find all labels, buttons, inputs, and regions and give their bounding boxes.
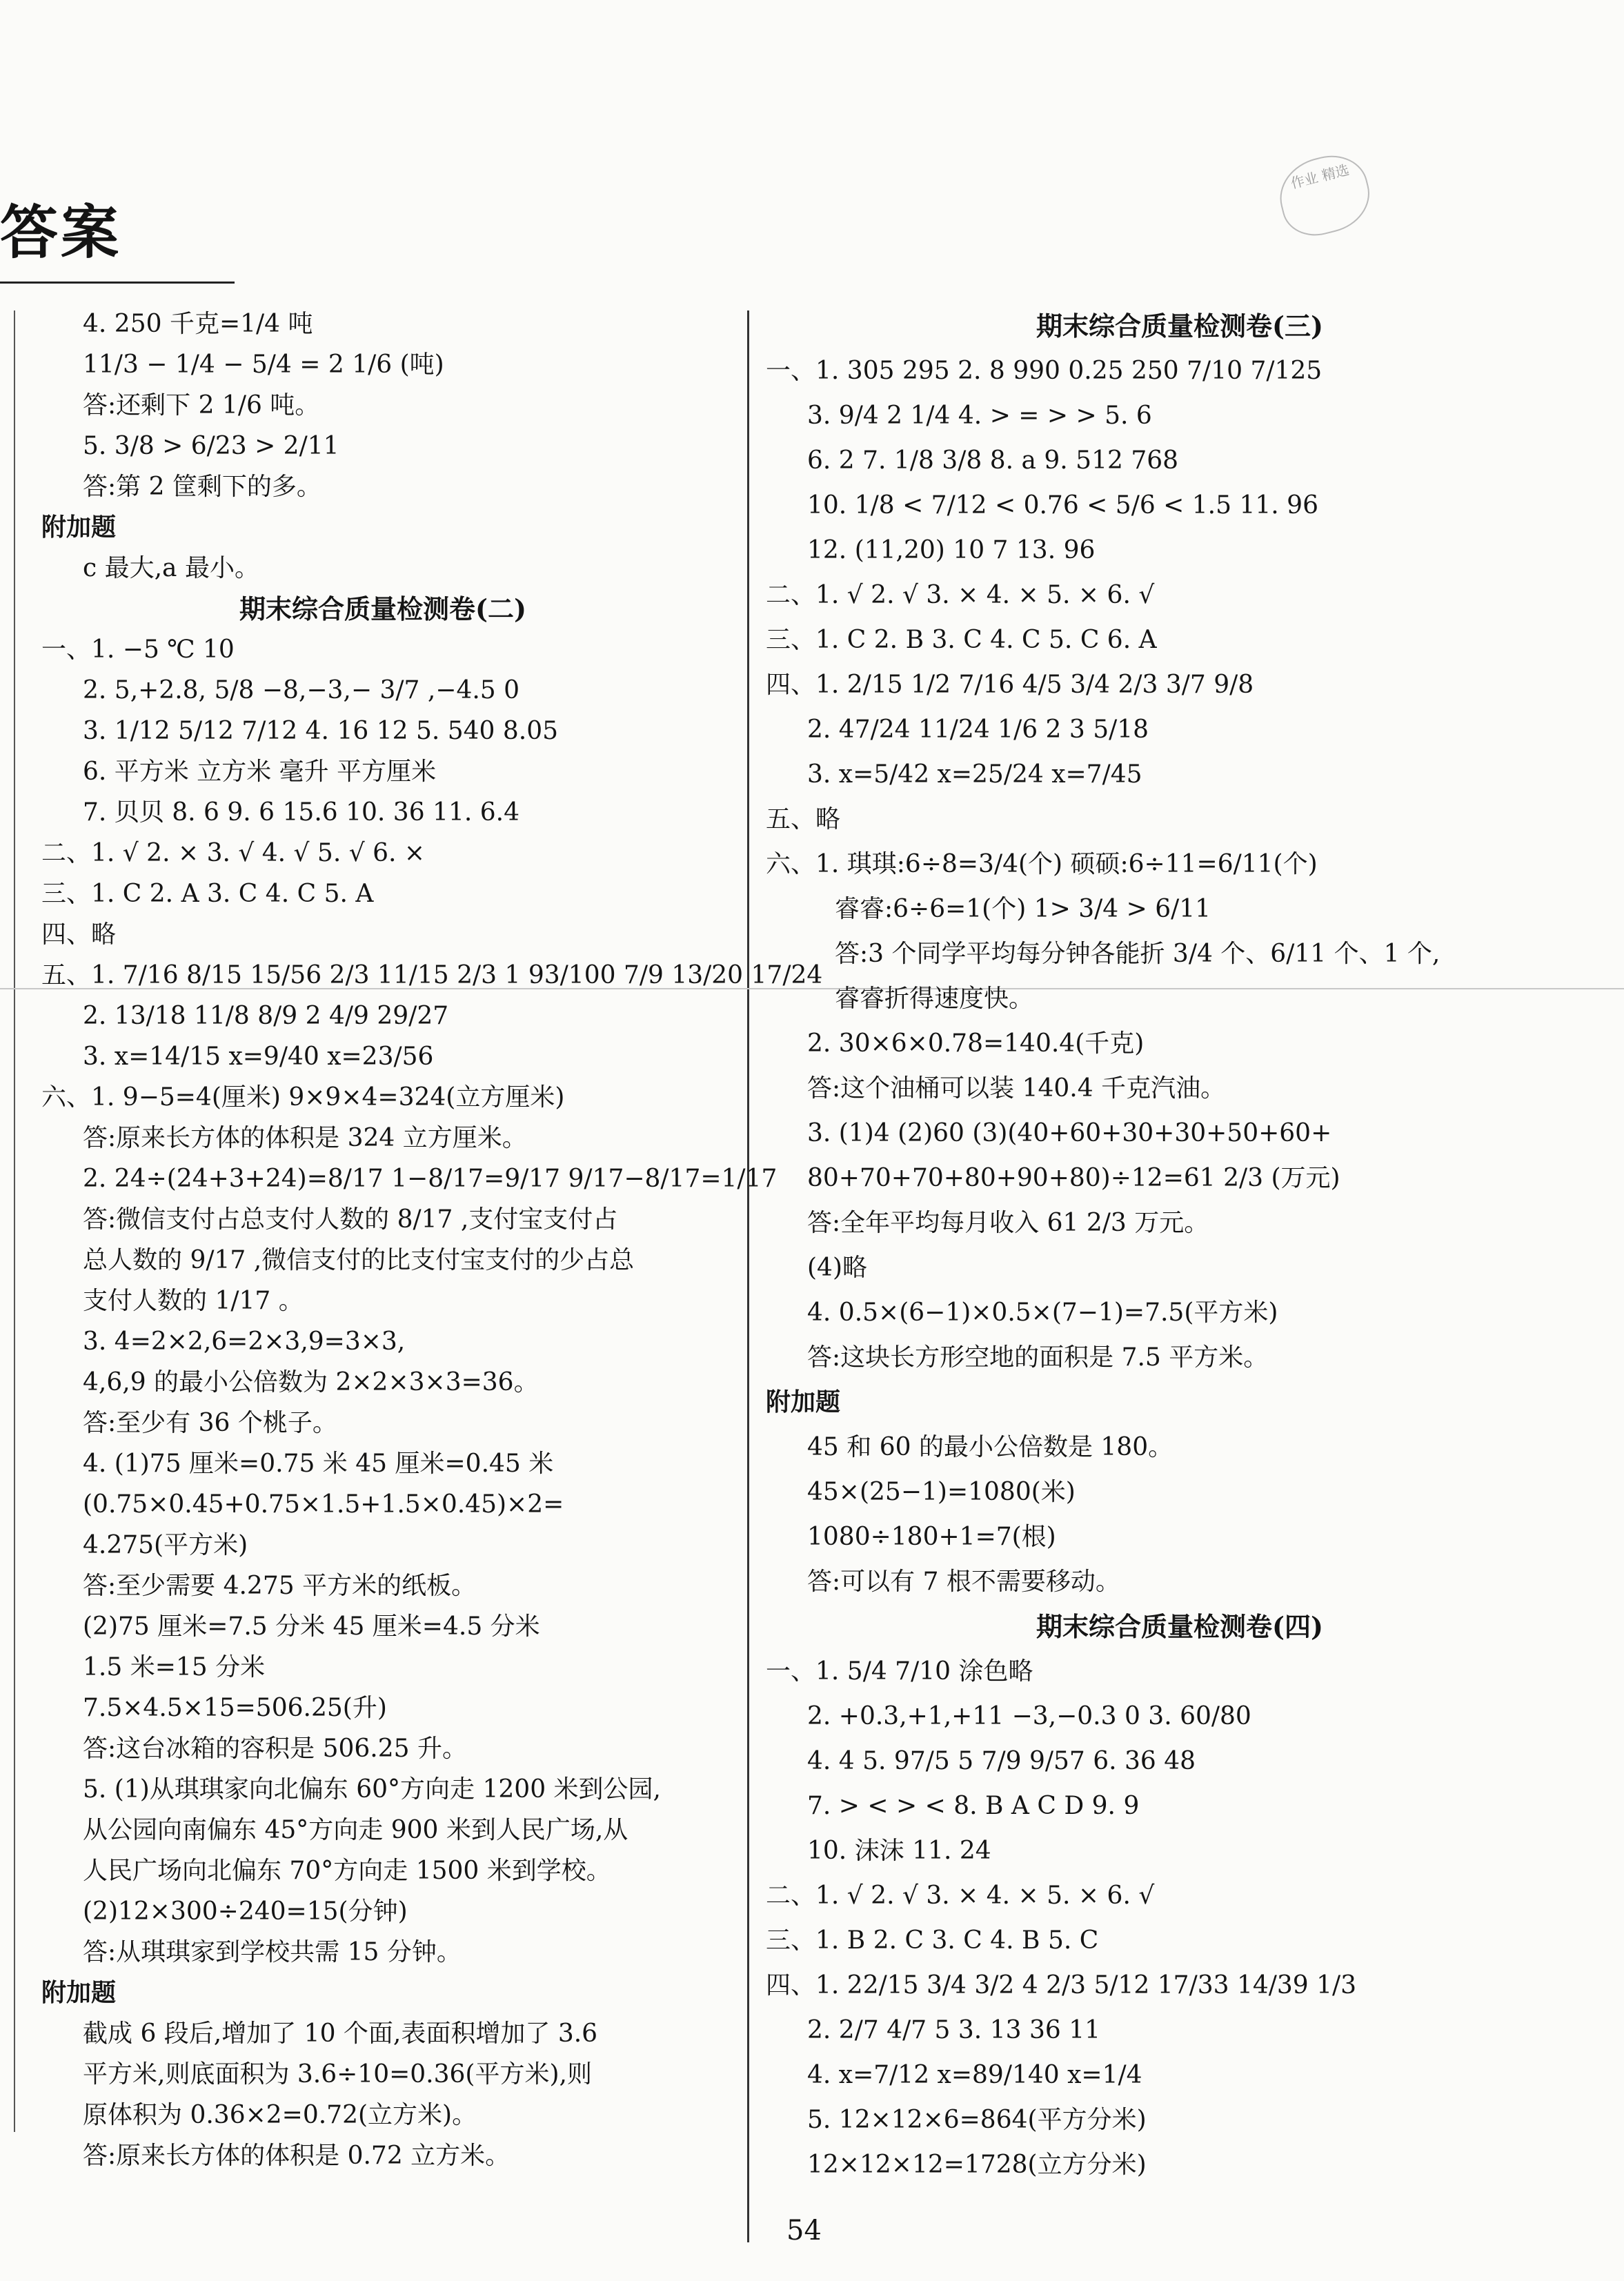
answer-line: 一、1. 305 295 2. 8 990 0.25 250 7/10 7/125 [766,357,1323,385]
answer-line: 五、略 [766,805,841,833]
answer-line: 5. (1)从琪琪家向北偏东 60°方向走 1200 米到公园, [83,1775,661,1804]
answer-line: 4. 0.5×(6−1)×0.5×(7−1)=7.5(平方米) [807,1299,1278,1327]
section-heading: 期末综合质量检测卷(三) [1036,310,1323,342]
answer-line: 一、1. 5/4 7/10 涂色略 [766,1657,1033,1686]
answer-line: 6. 平方米 立方米 毫升 平方厘米 [83,758,437,786]
answer-line: 六、1. 9−5=4(厘米) 9×9×4=324(立方厘米) [41,1083,565,1112]
page-title: 答案 [0,198,122,266]
answer-line: 3. 1/12 5/12 7/12 4. 16 12 5. 540 8.05 [83,717,559,745]
answer-line: c 最大,a 最小。 [83,554,259,582]
answer-line: 12×12×12=1728(立方分米) [807,2151,1147,2179]
answer-line: 2. 13/18 11/8 8/9 2 4/9 29/27 [83,1002,449,1030]
answer-line: 支付人数的 1/17 。 [83,1287,304,1315]
answer-line: 答:3 个同学平均每分钟各能折 3/4 个、6/11 个、1 个, [835,940,1440,968]
answer-line: 2. 47/24 11/24 1/6 2 3 5/18 [807,715,1149,744]
answer-line: 7. 贝贝 8. 6 9. 6 15.6 10. 36 11. 6.4 [83,798,520,827]
answer-line: 四、略 [41,920,117,949]
answer-line: 1.5 米=15 分米 [83,1653,266,1681]
right-column [766,304,1594,2187]
answer-line: 3. 4=2×2,6=2×3,9=3×3, [83,1327,406,1356]
answer-line: (0.75×0.45+0.75×1.5+1.5×0.45)×2= [83,1490,564,1519]
subsection-heading: 附加题 [41,1978,117,2007]
answer-line: 2. 30×6×0.78=140.4(千克) [807,1029,1145,1058]
answer-line: (4)略 [807,1254,867,1282]
answer-line: 原体积为 0.36×2=0.72(立方米)。 [83,2101,477,2129]
answer-line: 4. x=7/12 x=89/140 x=1/4 [807,2061,1142,2089]
subsection-heading: 附加题 [41,513,117,542]
answer-line: 三、1. C 2. A 3. C 4. C 5. A [41,880,374,908]
answer-line: 6. 2 7. 1/8 3/8 8. a 9. 512 768 [807,446,1179,475]
answer-line: 答:微信支付占总支付人数的 8/17 ,支付宝支付占 [83,1205,618,1234]
answer-line: 答:这个油桶可以装 140.4 千克汽油。 [807,1074,1226,1103]
answer-line: 平方米,则底面积为 3.6÷10=0.36(平方米),则 [83,2060,592,2089]
answer-line: 睿睿:6÷6=1(个) 1> 3/4 > 6/11 [835,895,1211,923]
answer-line: 睿睿折得速度快。 [835,985,1034,1013]
answer-line: 11/3 − 1/4 − 5/4 = 2 1/6 (吨) [83,350,444,379]
answer-line: 1080÷180+1=7(根) [807,1523,1056,1551]
answer-line: 7.5×4.5×15=506.25(升) [83,1694,387,1722]
answer-line: 六、1. 琪琪:6÷8=3/4(个) 硕硕:6÷11=6/11(个) [766,850,1318,878]
answer-line: 3. x=14/15 x=9/40 x=23/56 [83,1043,434,1071]
answer-line: 2. 5,+2.8, 5/8 −8,−3,− 3/7 ,−4.5 0 [83,676,520,704]
answer-line: 二、1. √ 2. × 3. √ 4. √ 5. √ 6. × [41,839,426,867]
answer-line: 一、1. −5 ℃ 10 [41,635,235,664]
answer-line: 3. (1)4 (2)60 (3)(40+60+30+30+50+60+ [807,1119,1332,1147]
answer-line: 三、1. C 2. B 3. C 4. C 5. C 6. A [766,626,1157,654]
answer-line: 三、1. B 2. C 3. C 4. B 5. C [766,1926,1099,1955]
section-heading: 期末综合质量检测卷(四) [1036,1611,1323,1642]
answer-line: 答:至少需要 4.275 平方米的纸板。 [83,1572,477,1600]
answer-line: 45 和 60 的最小公倍数是 180。 [807,1433,1174,1461]
section-heading: 期末综合质量检测卷(二) [239,593,526,624]
answer-line: 2. 24÷(24+3+24)=8/17 1−8/17=9/17 9/17−8/17=1/17 [83,1165,778,1193]
answer-line: 80+70+70+80+90+80)÷12=61 2/3 (万元) [807,1164,1340,1192]
answer-line: 答:原来长方体的体积是 0.72 立方米。 [83,2142,511,2170]
answer-line: 总人数的 9/17 ,微信支付的比支付宝支付的少占总 [83,1246,635,1274]
answer-line: 答:还剩下 2 1/6 吨。 [83,391,320,419]
answer-line: 答:可以有 7 根不需要移动。 [807,1568,1120,1596]
answer-line: (2)75 厘米=7.5 分米 45 厘米=4.5 分米 [83,1612,540,1641]
answer-line: 2. +0.3,+1,+11 −3,−0.3 0 3. 60/80 [807,1702,1251,1730]
answer-line: 10. 沫沫 11. 24 [807,1837,991,1865]
answer-line: 答:从琪琪家到学校共需 15 分钟。 [83,1938,462,1966]
answer-line: 4. (1)75 厘米=0.75 米 45 厘米=0.45 米 [83,1450,554,1478]
answer-line: 4. 250 千克=1/4 吨 [83,310,313,338]
answer-line: 12. (11,20) 10 7 13. 96 [807,536,1096,564]
answer-line: 2. 2/7 4/7 5 3. 13 36 11 [807,2016,1101,2044]
answer-line: 7. > < > < 8. B A C D 9. 9 [807,1792,1140,1820]
answer-line: 答:这块长方形空地的面积是 7.5 平方米。 [807,1343,1269,1372]
answer-line: 答:全年平均每月收入 61 2/3 万元。 [807,1209,1209,1237]
answer-line: 4. 4 5. 97/5 5 7/9 9/57 6. 36 48 [807,1747,1196,1775]
answer-line: 45×(25−1)=1080(米) [807,1478,1076,1506]
left-margin-line [14,310,15,2132]
answer-line: 人民广场向北偏东 70°方向走 1500 米到学校。 [83,1857,611,1885]
answer-line: 10. 1/8 < 7/12 < 0.76 < 5/6 < 1.5 11. 96 [807,491,1318,520]
answer-line: 5. 12×12×6=864(平方分米) [807,2106,1147,2134]
answer-line: 答:第 2 筐剩下的多。 [83,473,321,501]
watermark-stamp: 作业 精选 [1272,148,1378,243]
answer-line: 四、1. 22/15 3/4 3/2 4 2/3 5/12 17/33 14/39 1/3 [766,1971,1357,1999]
subsection-heading: 附加题 [766,1388,841,1416]
answer-line: (2)12×300÷240=15(分钟) [83,1897,408,1926]
page-number: 54 [786,2215,822,2247]
answer-line: 五、1. 7/16 8/15 15/56 2/3 11/15 2/3 1 93/100 7/9 13/20 17/24 [41,961,823,989]
column-divider [747,310,749,2242]
answer-line: 答:原来长方体的体积是 324 立方厘米。 [83,1124,527,1152]
answer-line: 5. 3/8 > 6/23 > 2/11 [83,432,339,460]
answer-line: 3. 9/4 2 1/4 4. > = > > 5. 6 [807,402,1152,430]
answer-line: 二、1. √ 2. √ 3. × 4. × 5. × 6. √ [766,581,1155,609]
answer-line: 3. x=5/42 x=25/24 x=7/45 [807,760,1142,789]
header-divider [0,282,235,284]
answer-line: 二、1. √ 2. √ 3. × 4. × 5. × 6. √ [766,1882,1155,1910]
answer-line: 四、1. 2/15 1/2 7/16 4/5 3/4 2/3 3/7 9/8 [766,671,1254,699]
answer-line: 答:至少有 36 个桃子。 [83,1409,337,1437]
answer-line: 4,6,9 的最小公倍数为 2×2×3×3=36。 [83,1368,539,1396]
answer-line: 4.275(平方米) [83,1531,248,1559]
answer-line: 从公园向南偏东 45°方向走 900 米到人民广场,从 [83,1816,628,1844]
answer-line: 答:这台冰箱的容积是 506.25 升。 [83,1735,467,1763]
answer-line: 截成 6 段后,增加了 10 个面,表面积增加了 3.6 [83,2020,598,2048]
